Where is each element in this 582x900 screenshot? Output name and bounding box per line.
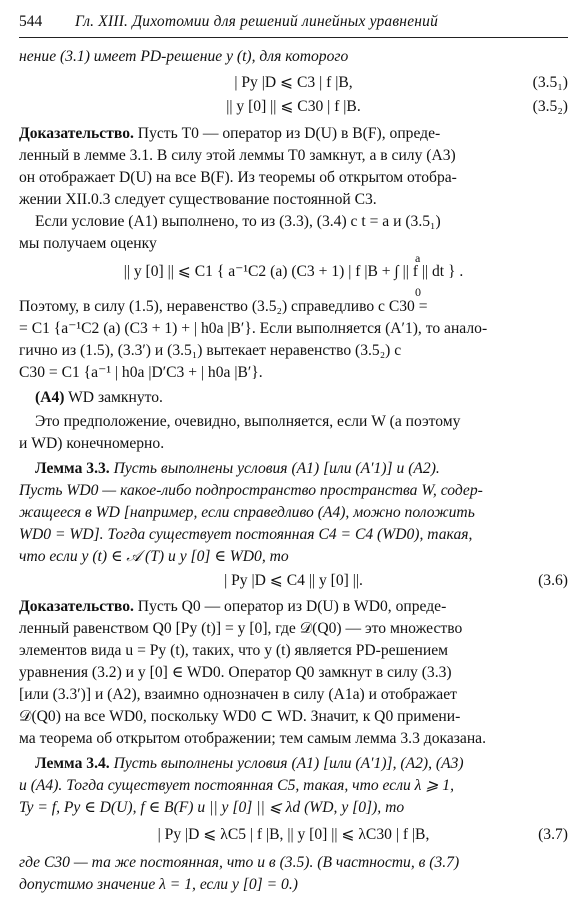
line-text: Пусть WD0 — какое-либо подпространство пространства W, содер-: [19, 482, 483, 499]
text-line: [19, 234, 568, 254]
bold-lead: (A4): [35, 389, 65, 406]
equation-number: (3.5₁): [532, 74, 568, 91]
line-text: Пусть выполнены условия (A1) [или (A′1)] и (A2).: [109, 460, 440, 477]
line-text: ленный равенством Q0 [Py (t)] = y [0], где 𝒟(Q0) — это множество: [19, 620, 463, 637]
text-line: [19, 798, 568, 818]
line-text: мы получаем оценку: [19, 235, 157, 252]
line-text: он отображает D(U) на все B(F). Из теоремы об открытом отобра-: [19, 169, 457, 186]
text-line: [19, 754, 582, 774]
display-equation: [19, 571, 568, 591]
line-text: элементов вида u = Py (t), таких, что y (t) является PD-решением: [19, 642, 449, 659]
bold-lead: Доказательство.: [19, 598, 134, 615]
line-text: Пусть T0 — оператор из D(U) в B(F), опреде-: [133, 125, 441, 142]
line-text: Ty = f, Py ∈ D(U), f ∈ B(F) и || y [0] || ⩽ λd (WD, y [0]), то: [19, 799, 405, 816]
line-text: гично из (1.5), (3.3′) и (3.5₁) вытекает неравенство (3.5₂) с: [19, 342, 402, 359]
text-line: [19, 776, 568, 796]
text-line: [19, 190, 568, 210]
line-text: жении XII.0.3 следует существование постоянной C3.: [19, 191, 377, 208]
line-text: WD замкнуто.: [64, 389, 163, 406]
equation-body: || y [0] || ⩽ C1 { a⁻¹C2 (a) (C3 + 1) | f |B + ∫ || f || dt } .: [123, 263, 464, 280]
bold-lead: Лемма 3.3.: [35, 460, 110, 477]
text-line: [19, 319, 568, 339]
text-line: [19, 707, 568, 727]
line-text: C30 = C1 {a⁻¹ | h0a |D′C3 + | h0a |B′}.: [19, 364, 263, 381]
text-line: [19, 875, 568, 895]
line-text: Это предположение, очевидно, выполняется, если W (а поэтому: [35, 413, 461, 430]
text-line: [19, 547, 568, 567]
running-title: Гл. XIII. Дихотомии для решений линейных уравнений: [75, 13, 439, 30]
text-line: [19, 363, 568, 383]
line-text: Если условие (A1) выполнено, то из (3.3), (3.4) с t = a и (3.5₁): [35, 213, 441, 230]
line-text: ма теорема об открытом отображении; тем самым лемма 3.3 доказана.: [19, 730, 487, 747]
line-text: 𝒟(Q0) на все WD0, поскольку WD0 ⊂ WD. Значит, к Q0 примени-: [19, 708, 461, 725]
equation-number: (3.6): [538, 572, 568, 589]
text-line: [19, 503, 568, 523]
equation-number: (3.5₂): [532, 98, 568, 115]
text-line: [19, 853, 568, 873]
text-line: [19, 619, 568, 639]
text-line: [19, 212, 582, 232]
display-equation: [19, 825, 568, 845]
text-line: [19, 341, 568, 361]
equation-body: | Py |D ⩽ λC5 | f |B, || y [0] || ⩽ λC30 | f |B,: [157, 826, 430, 843]
text-line: [19, 685, 568, 705]
text-line: [19, 663, 568, 683]
equation-number: (3.7): [538, 826, 568, 843]
line-text: [или (3.3′)] и (A2), взаимно однозначен в силу (A1a) и отображает: [19, 686, 457, 703]
text-line: [19, 525, 568, 545]
text-line: [19, 146, 568, 166]
text-line: [19, 729, 568, 749]
line-text: Поэтому, в силу (1.5), неравенство (3.5₂) справедливо с C30 =: [19, 298, 428, 315]
text-line: [19, 388, 582, 408]
text-line: [19, 641, 568, 661]
line-text: ленный в лемме 3.1. В силу этой леммы T0 замкнут, а в силу (A3): [19, 147, 456, 164]
text-line: [19, 434, 568, 454]
line-text: жащееся в WD [например, если справедливо (A4), можно положить: [19, 504, 475, 521]
line-text: Пусть Q0 — оператор из D(U) в WD0, опреде-: [133, 598, 447, 615]
text-line: [19, 47, 568, 67]
integral-upper-limit: a: [415, 251, 421, 265]
bold-lead: Лемма 3.4.: [35, 755, 110, 772]
line-text: допустимо значение λ = 1, если y [0] = 0.): [19, 876, 298, 893]
page-number: 544: [19, 13, 43, 30]
line-text: где C30 — та же постоянная, что и в (3.5). (В частности, в (3.7): [19, 854, 460, 871]
equation-body: | Py |D ⩽ C3 | f |B,: [234, 74, 353, 91]
line-text: и (A4). Тогда существует постоянная C5, такая, что если λ ⩾ 1,: [19, 777, 454, 794]
display-equation: [19, 73, 568, 93]
running-header: [19, 11, 568, 38]
text-line: [19, 481, 568, 501]
bold-lead: Доказательство.: [19, 125, 134, 142]
equation-body: | Py |D ⩽ C4 || y [0] ||.: [224, 572, 363, 589]
text-line: [19, 412, 582, 432]
text-line: [19, 459, 582, 479]
line-text: нение (3.1) имеет PD-решение y (t), для которого: [19, 48, 349, 65]
line-text: и WD) конечномерно.: [19, 435, 165, 452]
display-equation: [19, 97, 568, 117]
line-text: что если y (t) ∈ 𝒜 (T) и y [0] ∈ WD0, то: [19, 548, 289, 565]
line-text: = C1 {a⁻¹C2 (a) (C3 + 1) + | h0a |B′}. Если выполняется (A′1), то анало-: [19, 320, 488, 337]
text-line: [19, 168, 568, 188]
line-text: уравнения (3.2) и y [0] ∈ WD0. Оператор Q0 замкнут в силу (3.3): [19, 664, 452, 681]
line-text: Пусть выполнены условия (A1) [или (A′1)], (A2), (A3): [109, 755, 464, 772]
line-text: WD0 = WD]. Тогда существует постоянная C4 = C4 (WD0), такая,: [19, 526, 473, 543]
text-line: [19, 124, 568, 144]
equation-body: || y [0] || ⩽ C30 | f |B.: [226, 98, 361, 115]
text-line: [19, 297, 568, 317]
integral-lower-limit: 0: [415, 285, 421, 299]
text-line: [19, 597, 568, 617]
book-page: [19, 0, 568, 900]
display-equation: [19, 251, 568, 299]
